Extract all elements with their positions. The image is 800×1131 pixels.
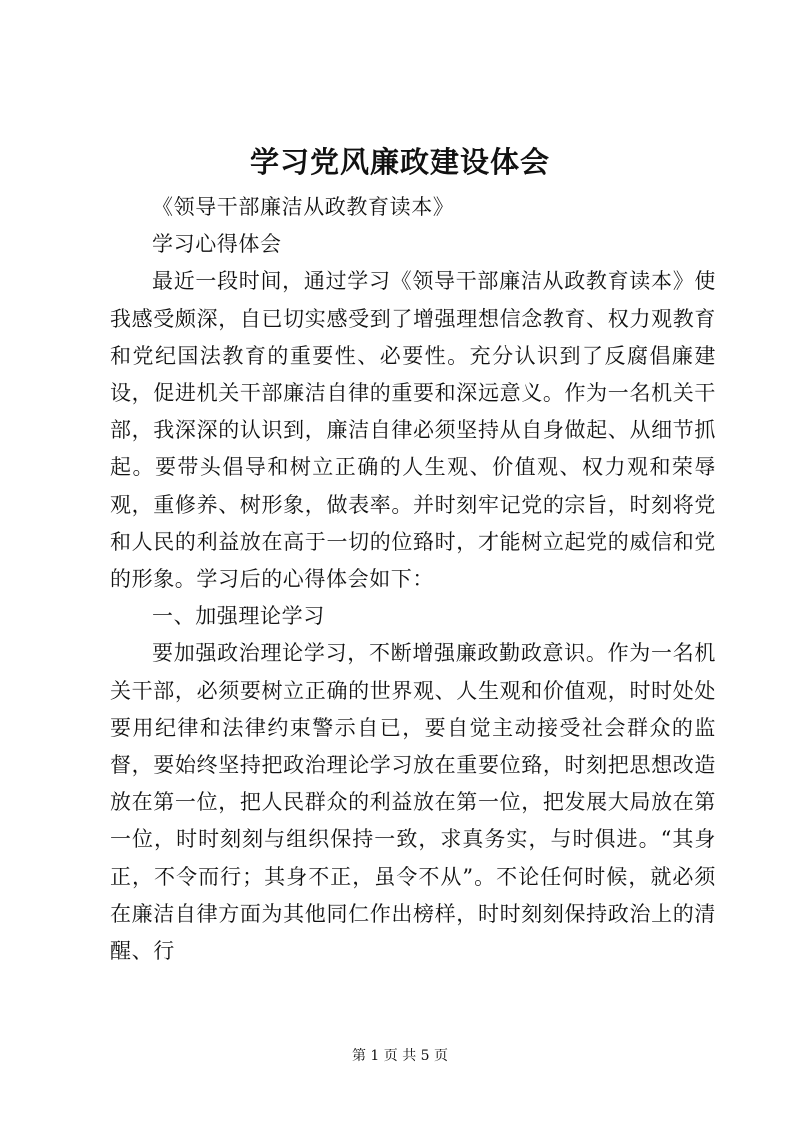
page-footer: 第 1 页 共 5 页 (351, 1048, 449, 1064)
paragraph-subtitle: 学习心得体会 (152, 232, 282, 257)
page-title: 学习党风廉政建设体会 (249, 145, 550, 179)
document-body (110, 189, 716, 970)
paragraph-section-1: 要加强政治理论学习，不断增强廉政勤政意识。作为一名机关干部，必须要树立正确的世界观、人生观和价值观，时时处处要用纪律和法律约束警示自已，要自觉主动接受社会群众的监督，要始终坚持把政治理论学习放在重要位臵，时刻把思想改造放在第一位，把人民群众的利益放在第一位，把发展大局放在第一位，时时刻刻与组织保持一致，求真务实，与时俱进。“其身正，不令而行；其身不正，虽令不从”。不论任何时候，就必须在廉洁自律方面为其他同仁作出榜样，时时刻刻保持政治上的清醒、行 (110, 641, 716, 964)
paragraph-book-title: 《领导干部廉洁从政教育读本》 (152, 195, 455, 219)
paragraph-intro: 最近一段时间，通过学习《领导干部廉洁从政教育读本》使我感受颇深，自已切实感受到了增强理想信念教育、权力观教育和党纪国法教育的重要性、必要性。充分认识到了反腐倡廉建设，促进机关干部廉洁自律的重要和深远意义。作为一名机关干部，我深深的认识到，廉洁自律必须坚持从自身做起、从细节抓起。要带头倡导和树立正确的人生观、价值观、权力观和荣辱观，重修养、树形象，做表率。并时刻牢记党的宗旨，时刻将党和人民的利益放在高于一切的位臵时，才能树立起党的威信和党的形象。学习后的心得体会如下： (110, 269, 716, 592)
section-heading-1: 一、加强理论学习 (152, 604, 325, 629)
